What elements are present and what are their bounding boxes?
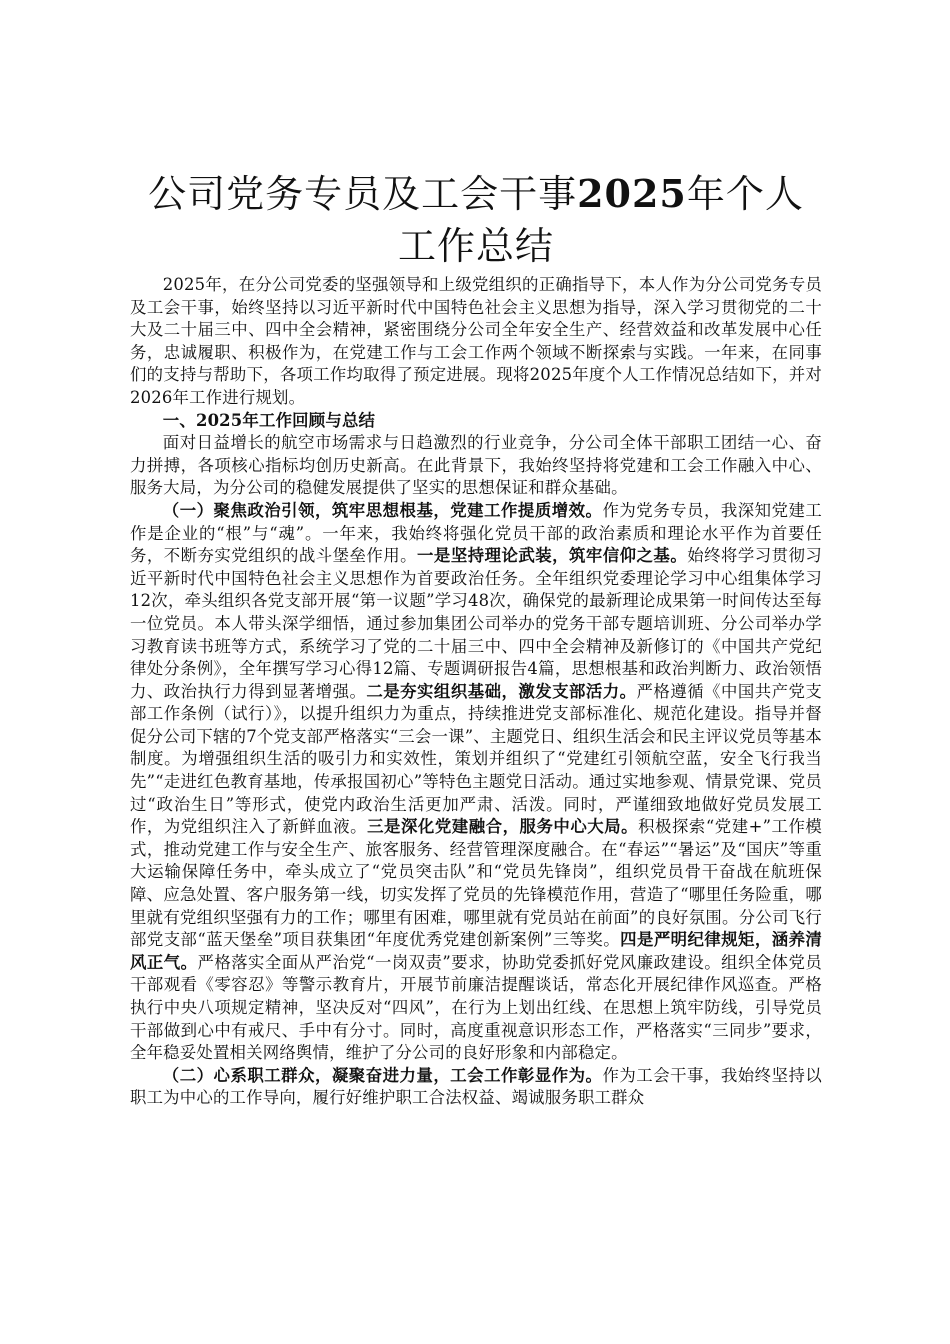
title-part1: 公司党务专员及工会干事 — [148, 172, 578, 216]
union-work-heading: （二）心系职工群众，凝聚奋进力量，工会工作彰显作为。 — [162, 1065, 603, 1085]
party-work-text-1: 作为党务专员，我深知党建工作是企业的“根”与“魂”。一年来，我始终将强化党员干部的政治素质和理论水平作为首要任务，不断夯实党组织的战斗堡垒作用。 — [130, 500, 823, 566]
point-3-text: 积极探索“党建+”工作模式，推动党建工作与安全生产、旅客服务、经营管理深度融合。在“春运”“暑运”及“国庆”等重大运输保障任务中，牵头成立了“党员突击队”和“党员先锋岗”，组织党员骨干奋战在航班保障、应急处置、客户服务第一线，切实发挥了党员的先锋模范作用，营造了“哪里任务险重，哪里就有党组织坚强有力的工作；哪里有困难，哪里就有党员站在前面”的良好氛围。分公司飞行部党支部“蓝天堡垒”项目获集团“年度优秀党建创新案例”三等奖。 — [130, 817, 822, 950]
union-work-text: 作为工会干事，我始终坚持以职工为中心的工作导向，履行好维护职工合法权益、竭诚服务职工群众 — [130, 1065, 823, 1108]
title-part2: 年个人工作总结 — [397, 172, 804, 268]
section1-heading: 一、2025年工作回顾与总结 — [162, 410, 376, 430]
point-2-heading: 二是夯实组织基础，激发支部活力。 — [366, 681, 637, 701]
party-work-paragraph — [130, 500, 822, 1065]
party-work-heading: （一）聚焦政治引领，筑牢思想根基，党建工作提质增效。 — [162, 500, 603, 520]
point-4-heading: 四是严明纪律规矩，涵养清风正气。 — [130, 930, 822, 972]
section1-intro-paragraph: 面对日益增长的航空市场需求与日趋激烈的行业竞争，分公司全体干部职工团结一心、奋力拼搏，各项核心指标均创历史新高。在此背景下，我始终坚持将党建和工会工作融入中心、服务大局，为分公司的稳健发展提供了坚实的思想保证和群众基础。 — [130, 433, 822, 498]
point-1-text: 始终将学习贯彻习近平新时代中国特色社会主义思想作为首要政治任务。全年组织党委理论学习中心组集体学习12次，牵头组织各党支部开展“第一议题”学习48次，确保党的最新理论成果第一时间传达至每一位党员。本人带头深学细悟，通过参加集团公司举办的党务干部专题培训班、分公司举办学习教育读书班等方式，系统学习了党的二十届三中、四中全会精神及新修订的《中国共产党纪律处分条例》，全年撰写学习心得12篇、专题调研报告4篇，思想根基和政治判断力、政治领悟力、政治执行力得到显著增强。 — [130, 546, 822, 701]
point-2-text: 严格遵循《中国共产党支部工作条例（试行）》，以提升组织力为重点，持续推进党支部标准化、规范化建设。指导并督促分公司下辖的7个党支部严格落实“三会一课”、主题党日、组织生活会和民主评议党员等基本制度。为增强组织生活的吸引力和实效性，策划并组织了“党建红引领航空蓝，安全飞行我当先”“走进红色教育基地，传承报国初心”等特色主题党日活动。通过实地参观、情景党课、党员过“政治生日”等形式，使党内政治生活更加严肃、活泼。同时，严谨细致地做好党员发展工作，为党组织注入了新鲜血液。 — [130, 681, 822, 837]
document-title — [130, 168, 822, 272]
point-4-text: 严格落实全面从严治党“一岗双责”要求，协助党委抓好党风廉政建设。组织全体党员干部观看《零容忍》等警示教育片，开展节前廉洁提醒谈话，常态化开展纪律作风巡查。严格执行中央八项规定精神，坚决反对“四风”，在行为上划出红线、在思想上筑牢防线，引导党员干部做到心中有戒尺、手中有分寸。同时，高度重视意识形态工作，严格落实“三同步”要求，全年稳妥处置相关网络舆情，维护了分公司的良好形象和内部稳定。 — [130, 952, 822, 1063]
point-1-heading: 一是坚持理论武装，筑牢信仰之基。 — [417, 546, 688, 566]
document-page — [130, 168, 822, 1110]
point-3-heading: 三是深化党建融合，服务中心大局。 — [367, 817, 639, 837]
title-year: 2025 — [577, 171, 687, 216]
union-work-paragraph — [130, 1065, 822, 1110]
intro-paragraph: 2025年，在分公司党委的坚强领导和上级党组织的正确指导下，本人作为分公司党务专员及工会干事，始终坚持以习近平新时代中国特色社会主义思想为指导，深入学习贯彻党的二十大及二十届三中、四中全会精神，紧密围绕分公司全年安全生产、经营效益和改革发展中心任务，忠诚履职、积极作为，在党建工作与工会工作两个领域不断探索与实践。一年来，在同事们的支持与帮助下，各项工作均取得了预定进展。现将2025年度个人工作情况总结如下，并对2026年工作进行规划。 — [130, 275, 822, 407]
